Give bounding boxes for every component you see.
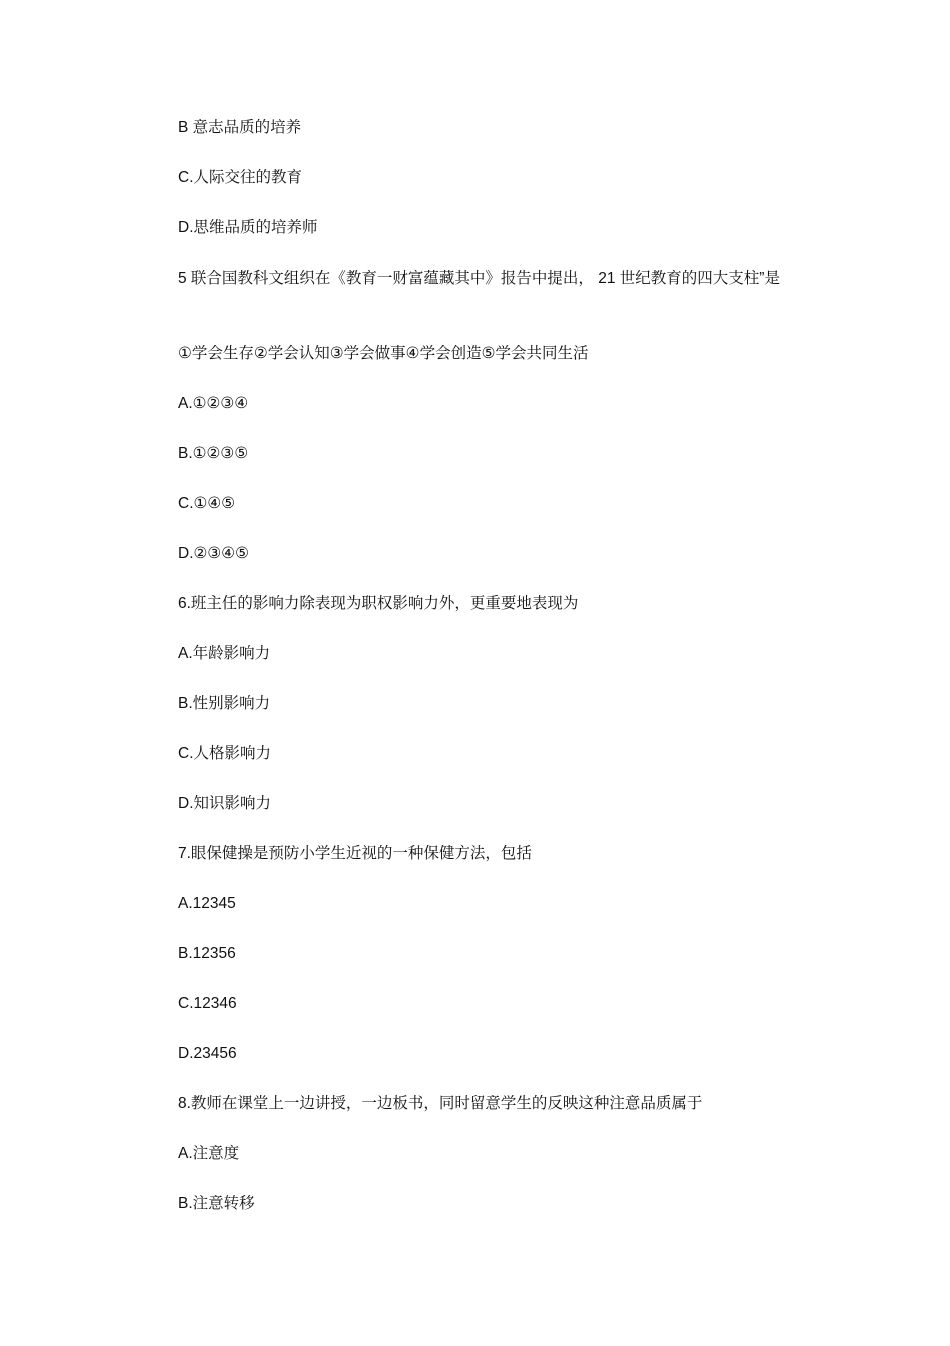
option-5a: A.①②③④ bbox=[178, 395, 249, 412]
option-4c: C.人际交往的教育 bbox=[178, 169, 303, 186]
option-6d: D.知识影响力 bbox=[178, 795, 272, 812]
option-6b: B.性别影响力 bbox=[178, 695, 271, 712]
option-6a: A.年龄影响力 bbox=[178, 645, 271, 662]
question-8: 8.教师在课堂上一边讲授，一边板书，同时留意学生的反映这种注意品质属于 bbox=[178, 1095, 703, 1112]
option-8b: B.注意转移 bbox=[178, 1195, 255, 1212]
option-7d: D.23456 bbox=[178, 1045, 237, 1062]
option-7b: B.12356 bbox=[178, 945, 236, 962]
option-7a: A.12345 bbox=[178, 895, 236, 912]
option-5d: D.②③④⑤ bbox=[178, 545, 250, 562]
question-5: 5 联合国教科文组织在《教育一财富蕴藏其中》报告中提出， 21 世纪教育的四大支柱”是 bbox=[178, 270, 780, 287]
question-5-statements: ①学会生存②学会认知③学会做事④学会创造⑤学会共同生活 bbox=[178, 345, 589, 362]
option-5c: C.①④⑤ bbox=[178, 495, 236, 512]
option-7c: C.12346 bbox=[178, 995, 237, 1012]
option-4b: B 意志品质的培养 bbox=[178, 119, 302, 136]
option-5b: B.①②③⑤ bbox=[178, 445, 249, 462]
question-7: 7.眼保健操是预防小学生近视的一种保健方法，包括 bbox=[178, 845, 532, 862]
option-8a: A.注意度 bbox=[178, 1145, 240, 1162]
question-6: 6.班主任的影响力除表现为职权影响力外，更重要地表现为 bbox=[178, 595, 579, 612]
option-4d: D.思维品质的培养师 bbox=[178, 219, 318, 236]
option-6c: C.人格影响力 bbox=[178, 745, 272, 762]
